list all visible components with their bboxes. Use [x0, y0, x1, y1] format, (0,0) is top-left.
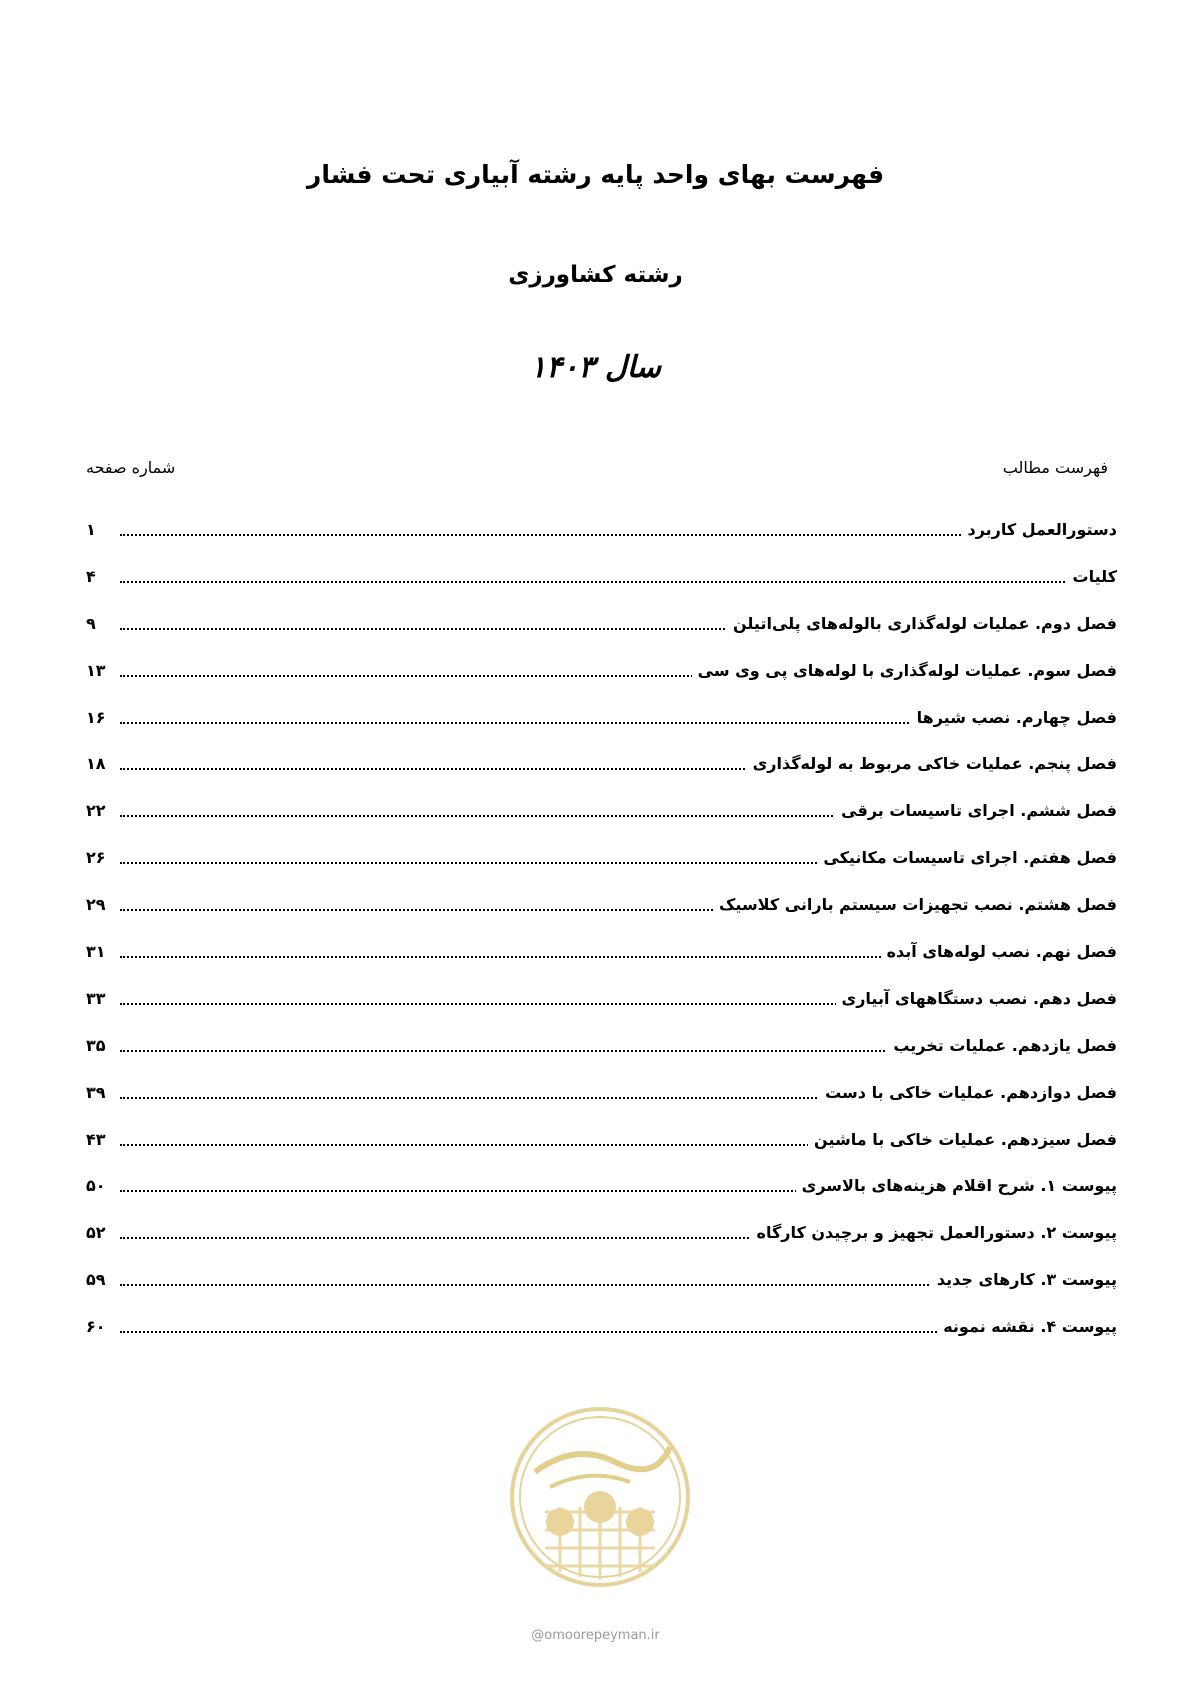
toc-entry-title: پیوست ۲. دستورالعمل تجهیز و برچیدن کارگاه	[751, 1223, 1118, 1242]
toc-entry-page: ۲۲	[86, 801, 106, 821]
toc-entry-title: فصل پنجم. عملیات خاکی مربوط به لوله‌گذاری	[747, 754, 1117, 773]
toc-entry-title: فصل هشتم. نصب تجهیزات سیستم بارانی کلاسیک	[713, 895, 1117, 914]
toc-entry-title: فصل دوازدهم. عملیات خاکی با دست	[819, 1083, 1117, 1102]
toc-entry-page: ۱۸	[86, 754, 106, 774]
toc-entry-page: ۱	[86, 520, 96, 539]
toc-entry-title: کلیات	[1067, 567, 1117, 586]
toc-entry[interactable]	[86, 1213, 1117, 1260]
toc-entry[interactable]	[86, 1026, 1117, 1073]
toc-entry[interactable]	[86, 1073, 1117, 1120]
toc-entry-page: ۳۹	[86, 1082, 106, 1102]
toc-entry-page: ۲۹	[86, 895, 106, 915]
toc-entry[interactable]	[86, 1307, 1117, 1354]
toc-entry-page: ۱۶	[86, 707, 106, 727]
toc-entry-page: ۳۵	[86, 1035, 106, 1055]
toc-entry-title: فصل نهم. نصب لوله‌های آبده	[881, 942, 1117, 961]
toc-entry-page: ۵۹	[86, 1270, 106, 1290]
document-subtitle: رشته کشاورزی	[508, 262, 683, 288]
toc-entry[interactable]	[86, 885, 1117, 932]
toc-entry-page: ۹	[86, 613, 96, 633]
toc-entry[interactable]	[86, 1260, 1117, 1307]
toc-entry-page: ۵۲	[86, 1223, 106, 1243]
toc-entry[interactable]	[86, 791, 1117, 838]
toc-entry-page: ۶۰	[86, 1317, 106, 1337]
document-title: فهرست بهای واحد پایه رشته آبیاری تحت فشار	[306, 160, 885, 189]
toc-entry-title: فصل سیزدهم. عملیات خاکی با ماشین	[808, 1130, 1117, 1149]
toc-entry[interactable]	[86, 744, 1117, 791]
toc-entry-title: فصل دهم. نصب دستگاههای آبیاری	[836, 989, 1117, 1008]
toc-entry-title: پیوست ۳. کارهای جدید	[931, 1270, 1117, 1289]
toc-entry-title: پیوست ۱. شرح اقلام هزینه‌های بالاسری	[796, 1176, 1117, 1195]
toc-entry-page: ۲۶	[86, 848, 106, 868]
toc-entry-title: فصل هفتم. اجرای تاسیسات مکانیکی	[817, 848, 1117, 867]
toc-entry-title: فصل ششم. اجرای تاسیسات برقی	[835, 801, 1117, 820]
toc-entry[interactable]	[86, 698, 1117, 745]
toc-entry[interactable]	[86, 979, 1117, 1026]
watermark-site: @omoorepeyman.ir	[531, 1628, 660, 1643]
toc-entry[interactable]	[86, 651, 1117, 698]
table-of-contents	[86, 510, 1117, 1354]
toc-entry-page: ۳۱	[86, 942, 106, 962]
toc-entry-page: ۵۰	[86, 1176, 106, 1196]
toc-entry-title: فصل دوم. عملیات لوله‌گذاری بالوله‌های پلی‌اتیلن	[727, 614, 1117, 633]
toc-entry[interactable]	[86, 1166, 1117, 1213]
toc-entry-page: ۴۳	[86, 1129, 106, 1149]
toc-entry-title: فصل سوم. عملیات لوله‌گذاری با لوله‌های پی وی سی	[692, 661, 1117, 680]
toc-entry-title: فصل چهارم. نصب شیرها	[911, 708, 1117, 727]
omoore-peyman-stamp-logo	[505, 1402, 695, 1592]
toc-entry-page: ۴	[86, 566, 96, 586]
toc-entry-page: ۱۳	[86, 660, 106, 680]
toc-entry-title: دستورالعمل کاربرد	[961, 520, 1117, 539]
toc-entry[interactable]	[86, 838, 1117, 885]
toc-heading: فهرست مطالب	[1002, 458, 1108, 477]
toc-dot-leader	[120, 569, 1117, 583]
toc-entry-page: ۳۳	[86, 988, 106, 1008]
toc-entry-title: فصل یازدهم. عملیات تخریب	[887, 1036, 1117, 1055]
toc-entry[interactable]	[86, 510, 1117, 557]
toc-entry[interactable]	[86, 932, 1117, 979]
page-number-heading: شماره صفحه	[86, 458, 176, 477]
toc-entry[interactable]	[86, 604, 1117, 651]
toc-entry[interactable]	[86, 557, 1117, 604]
document-year: سال ۱۴۰۳	[530, 350, 661, 385]
toc-entry-title: پیوست ۴. نقشه نمونه	[937, 1317, 1117, 1336]
toc-entry[interactable]	[86, 1120, 1117, 1167]
